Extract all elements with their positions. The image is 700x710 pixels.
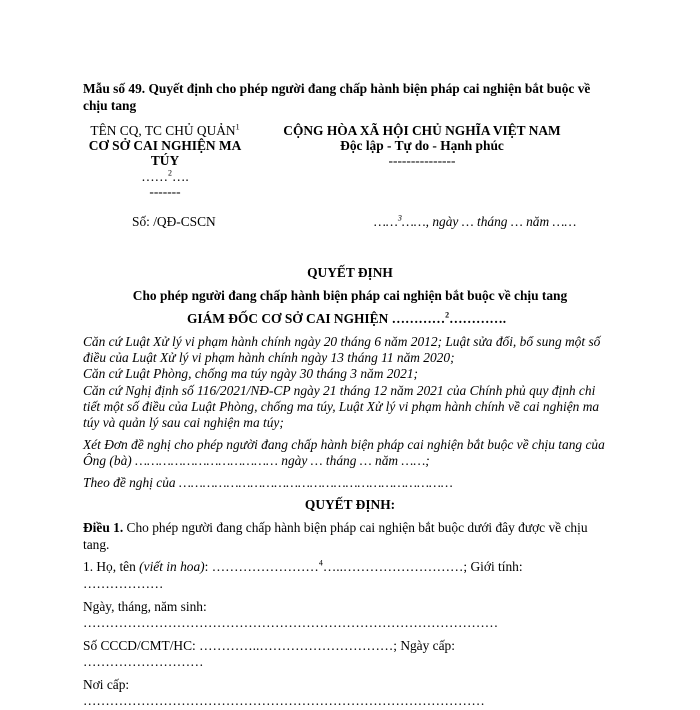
- gender-label: …..………………………; Giới tính:: [322, 559, 523, 574]
- place-date-line: [374, 213, 576, 231]
- decision-number: Số: /QĐ-CSCN: [132, 214, 216, 229]
- issue-date-dots: ………………………: [83, 654, 204, 669]
- consideration-line: Xét Đơn đề nghị cho phép người đang chấp hành biện pháp cai nghiện bắt buộc về chịu tang của: [83, 437, 605, 452]
- full-name-field: [83, 558, 523, 576]
- article-text: Cho phép người đang chấp hành biện pháp cai nghiện bắt buộc dưới đây được về chịu: [123, 520, 588, 535]
- decision-title: QUYẾT ĐỊNH: [307, 265, 393, 280]
- dots: ………….: [449, 311, 507, 326]
- article-label: Điều 1.: [83, 520, 124, 535]
- field-hint: (viết in hoa): [139, 559, 205, 574]
- legal-basis-line: Căn cứ Nghị định số 116/2021/NĐ-CP ngày 21 tháng 12 năm 2021 của Chính phủ quy định chi: [83, 383, 596, 398]
- legal-basis-line: Căn cứ Luật Phòng, chống ma túy ngày 30 tháng 3 năm 2021;: [83, 366, 418, 381]
- dots: ….: [172, 169, 189, 184]
- field-label: 1. Họ, tên: [83, 559, 140, 574]
- issuer-text: GIÁM ĐỐC CƠ SỞ CAI NGHIỆN …………: [187, 311, 446, 326]
- birth-date-label: Ngày, tháng, năm sinh:: [83, 599, 207, 614]
- form-title-line-2: chịu tang: [83, 98, 137, 113]
- gender-value-dots: ………………: [83, 576, 164, 591]
- left-divider: -------: [149, 184, 181, 199]
- legal-basis-line: điều của Luật Xử lý vi phạm hành chính ngày 13 tháng 11 năm 2020;: [83, 350, 455, 365]
- dots: ……: [141, 169, 169, 184]
- national-motto: Độc lập - Tự do - Hạnh phúc: [340, 138, 504, 153]
- dots: : ……………………: [204, 559, 319, 574]
- national-title: CỘNG HÒA XÃ HỘI CHỦ NGHĨA VIỆT NAM: [283, 123, 561, 138]
- issuer-title: [187, 310, 506, 328]
- id-number-field: Số CCCD/CMT/HC: …………..…………………………; Ngày cấp:: [83, 638, 455, 653]
- form-title-line-1: Mẫu số 49. Quyết định cho phép người đang chấp hành biện pháp cai nghiện bắt buộc về: [83, 81, 591, 96]
- footnote-ref: 4: [318, 558, 323, 568]
- footnote-ref: 1: [235, 122, 240, 132]
- article-1: [83, 519, 588, 537]
- consideration-line: Ông (bà) ……………………………… ngày … tháng … năm ……;: [83, 453, 430, 468]
- right-divider: ---------------: [388, 153, 456, 168]
- issue-place-label: Nơi cấp:: [83, 677, 130, 692]
- legal-basis-line: Căn cứ Luật Xử lý vi phạm hành chính ngày 20 tháng 6 năm 2012; Luật sửa đổi, bổ sung một số: [83, 334, 601, 349]
- facility-name-line-1: CƠ SỞ CAI NGHIỆN MA: [88, 138, 242, 153]
- date-text: ……, ngày … tháng … năm ……: [401, 214, 577, 229]
- facility-name-line-2: TÚY: [150, 153, 180, 168]
- legal-basis-line: túy và quản lý sau cai nghiện ma túy;: [83, 415, 284, 430]
- legal-basis-line: tiết một số điều của Luật Phòng, chống ma túy, Luật Xử lý vi phạm hành chính về cai nghiện ma: [83, 399, 600, 414]
- decision-subtitle: Cho phép người đang chấp hành biện pháp cai nghiện bắt buộc về chịu tang: [132, 288, 568, 303]
- footnote-ref: 2: [445, 310, 450, 320]
- issue-place-dots: ………………………………………………………………………………: [83, 693, 485, 708]
- article-1-cont: tang.: [83, 537, 110, 552]
- agency-line-1: TÊN CQ, TC CHỦ QUẢN: [90, 123, 236, 138]
- footnote-ref: 3: [397, 213, 402, 223]
- dots: ……: [374, 214, 398, 229]
- decide-heading: QUYẾT ĐỊNH:: [304, 497, 396, 512]
- proposal-line: Theo đề nghị của ……………………………………………………………: [83, 475, 453, 490]
- birth-date-dots: …………………………………………………………………………………: [83, 615, 499, 630]
- footnote-ref: 2: [168, 168, 173, 178]
